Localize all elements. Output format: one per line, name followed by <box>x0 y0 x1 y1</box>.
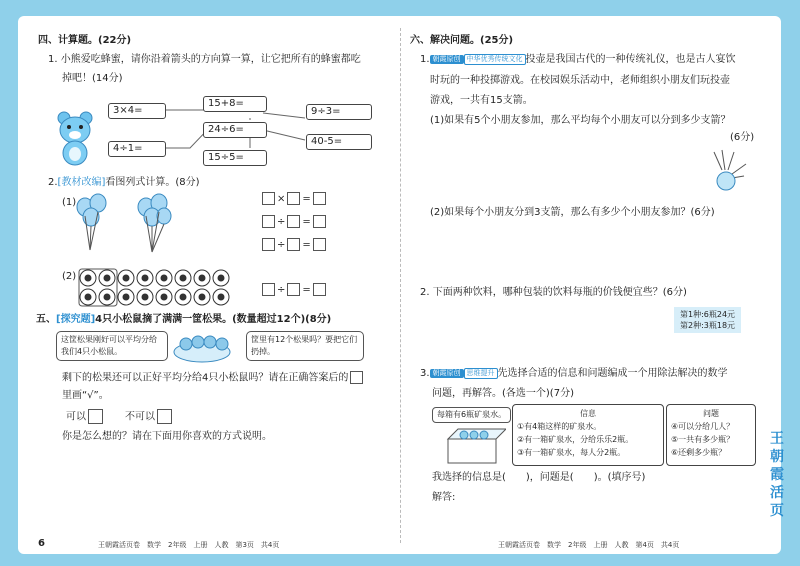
touhu-pot-icon <box>700 148 754 192</box>
r-q1-line1: 1. 朝霞原创 中华优秀传统文化 投壶是我国古代的一种传统礼仪，也是古人宴饮 <box>420 54 736 65</box>
honey-jar: 24÷6= <box>203 122 267 138</box>
q2-tag: [教材改编] <box>57 177 106 188</box>
question-title: 问题 <box>703 409 719 418</box>
q5-line3: 你是怎么想的？请在下面用你喜欢的方式说明。 <box>62 431 272 442</box>
soccer-ball-patch <box>161 294 167 300</box>
q1-line2: 掉吧！(14分) <box>62 73 123 84</box>
soccer-ball-patch <box>199 275 205 281</box>
left-footer: 王朝霞活页卷 数学 2年级 上册 人教 第3页 共4页 <box>98 541 280 549</box>
right-footer: 王朝霞活页卷 数学 2年级 上册 人教 第4页 共4页 <box>498 541 680 549</box>
water-box-icon <box>440 425 506 465</box>
q2-part1-label: (1) <box>62 197 77 208</box>
r-q3-line2: 问题，再解答。(各选一个)(7分) <box>432 388 574 399</box>
q2-text: 看图列式计算。(8分) <box>105 177 200 188</box>
r-q1-sub1: (1)如果有5个小朋友参加，那么平均每个小朋友可以分到多少支箭？ <box>430 115 731 126</box>
question-item: ⑤一共有多少瓶？ <box>671 435 735 444</box>
q1-line1: 1. 小熊爱吃蜂蜜，请你沿着箭头的方向算一算，让它把所有的蜂蜜都吃 <box>48 54 361 65</box>
side-brand: 王朝霞活页 <box>770 431 784 519</box>
soccer-ball-patch <box>85 294 91 300</box>
r-q1-sub2: (2)如果每个小朋友分到3支箭，那么有多少个小朋友参加？(6分) <box>430 207 715 218</box>
box-label-bubble: 每箱有6瓶矿泉水。 <box>432 407 511 423</box>
bear-icon <box>52 108 98 168</box>
q5-line1: 剩下的松果还可以正好平均分给4只小松鼠吗？请在正确答案后的 <box>62 371 365 385</box>
speech-bubble-left: 这筐松果刚好可以平均分给我们4只小松鼠。 <box>56 331 168 361</box>
soccer-ball-patch <box>104 294 110 300</box>
page-divider <box>400 28 402 543</box>
honey-jar: 15÷5= <box>203 150 267 166</box>
equation-row: × = <box>260 192 328 206</box>
honey-jar: 9÷3= <box>306 104 372 120</box>
speech-bubble-right: 筐里有12个松果吗？要把它们扔掉。 <box>246 331 364 361</box>
soccer-ball-patch <box>199 294 205 300</box>
soccer-ball-patch <box>180 294 186 300</box>
drink-prices: 第1种:6瓶24元 第2种:3瓶18元 <box>674 307 741 333</box>
r-q1-line2: 时玩的一种投掷游戏。在校园娱乐活动中，老师组织小朋友们玩投壶 <box>430 75 730 86</box>
r-q1-sub1-score: (6分) <box>730 132 755 143</box>
soccer-ball-patch <box>123 294 129 300</box>
r-q2-text: 2. 下面两种饮料，哪种包装的饮料每瓶的价钱便宜些？(6分) <box>420 287 687 298</box>
equation-row: ÷ = <box>260 283 328 297</box>
info-title: 信息 <box>580 409 596 418</box>
section6-title: 六、解决问题。(25分) <box>410 35 514 46</box>
info-box <box>512 404 664 466</box>
question-item: ④可以分给几人？ <box>671 422 735 431</box>
honey-jar: 15+8= <box>203 96 267 112</box>
q5-options: 可以 不可以 <box>66 409 174 424</box>
q2-line: 2.[教材改编]看图列式计算。(8分) <box>48 177 200 188</box>
info-item: ①有4箱这样的矿泉水。 <box>517 422 602 431</box>
page-number: 6 <box>38 538 45 549</box>
equation-row: ÷ = <box>260 238 328 252</box>
choose-line: 我选择的信息是( )，问题是( )。(填序号) <box>432 472 646 483</box>
soccer-ball-patch <box>123 275 129 281</box>
squirrels-icon <box>170 330 234 364</box>
question-box <box>666 404 756 466</box>
answer-box[interactable] <box>350 371 363 384</box>
q2-part2-label: (2) <box>62 271 77 282</box>
soccer-ball-patch <box>85 275 91 281</box>
equation-row: ÷ = <box>260 215 328 229</box>
r-q3-line1: 3. 朝霞原创 思维提升 先选择合适的信息和问题编成一个用除法解决的数学 <box>420 368 728 379</box>
soccer-balls-icon <box>78 268 238 308</box>
answer-label: 解答: <box>432 492 456 503</box>
question-item: ⑥还剩多少瓶？ <box>671 448 727 457</box>
soccer-ball-patch <box>218 294 224 300</box>
honey-jar: 3×4= <box>108 103 166 119</box>
honey-jar: 40-5= <box>306 134 372 150</box>
checkbox-yes[interactable] <box>88 409 103 424</box>
section5-title: 五、[探究题]4只小松鼠摘了满满一筐松果。(数量超过12个)(8分) <box>36 314 332 325</box>
soccer-ball-patch <box>104 275 110 281</box>
soccer-ball-patch <box>218 275 224 281</box>
q5-line2: 里画“√”。 <box>62 390 109 401</box>
r-q1-line3: 游戏，一共有15支箭。 <box>430 95 533 106</box>
info-item: ②有一箱矿泉水，分给乐乐2瓶。 <box>517 435 634 444</box>
balloons-icon <box>70 192 180 258</box>
soccer-ball-patch <box>161 275 167 281</box>
info-item: ③有一箱矿泉水，每人分2瓶。 <box>517 448 626 457</box>
soccer-ball-patch <box>142 294 148 300</box>
checkbox-no[interactable] <box>157 409 172 424</box>
soccer-ball-patch <box>180 275 186 281</box>
honey-jar: 4÷1= <box>108 141 166 157</box>
soccer-ball-patch <box>142 275 148 281</box>
section4-title: 四、计算题。(22分) <box>38 35 132 46</box>
